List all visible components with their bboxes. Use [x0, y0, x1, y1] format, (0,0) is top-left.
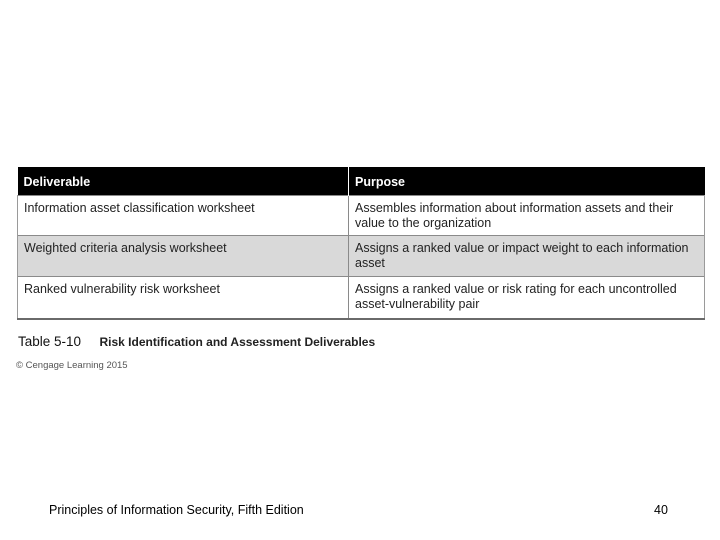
deliverables-table-container	[17, 167, 704, 320]
column-header-deliverable: Deliverable	[18, 167, 349, 195]
footer-book-title: Principles of Information Security, Fifth Edition	[49, 503, 304, 517]
table-row	[18, 235, 705, 276]
copyright-credit: © Cengage Learning 2015	[16, 360, 128, 371]
table-caption	[18, 333, 375, 351]
table-header-row	[18, 167, 705, 195]
table-number: Table 5-10	[18, 334, 82, 349]
deliverable-cell: Information asset classification worksheet	[18, 195, 349, 235]
column-header-purpose: Purpose	[349, 167, 705, 195]
purpose-cell: Assigns a ranked value or risk rating for each uncontrolled asset-vulnerability pair	[349, 276, 705, 319]
table-row	[18, 195, 705, 235]
deliverable-cell: Weighted criteria analysis worksheet	[18, 235, 349, 276]
purpose-cell: Assigns a ranked value or impact weight to each information asset	[349, 235, 705, 276]
purpose-cell: Assembles information about information assets and their value to the organization	[349, 195, 705, 235]
deliverables-table	[17, 167, 705, 320]
slide-page-number: 40	[654, 503, 668, 517]
table-row	[18, 276, 705, 319]
deliverable-cell: Ranked vulnerability risk worksheet	[18, 276, 349, 319]
table-title: Risk Identification and Assessment Deliverables	[99, 335, 376, 349]
